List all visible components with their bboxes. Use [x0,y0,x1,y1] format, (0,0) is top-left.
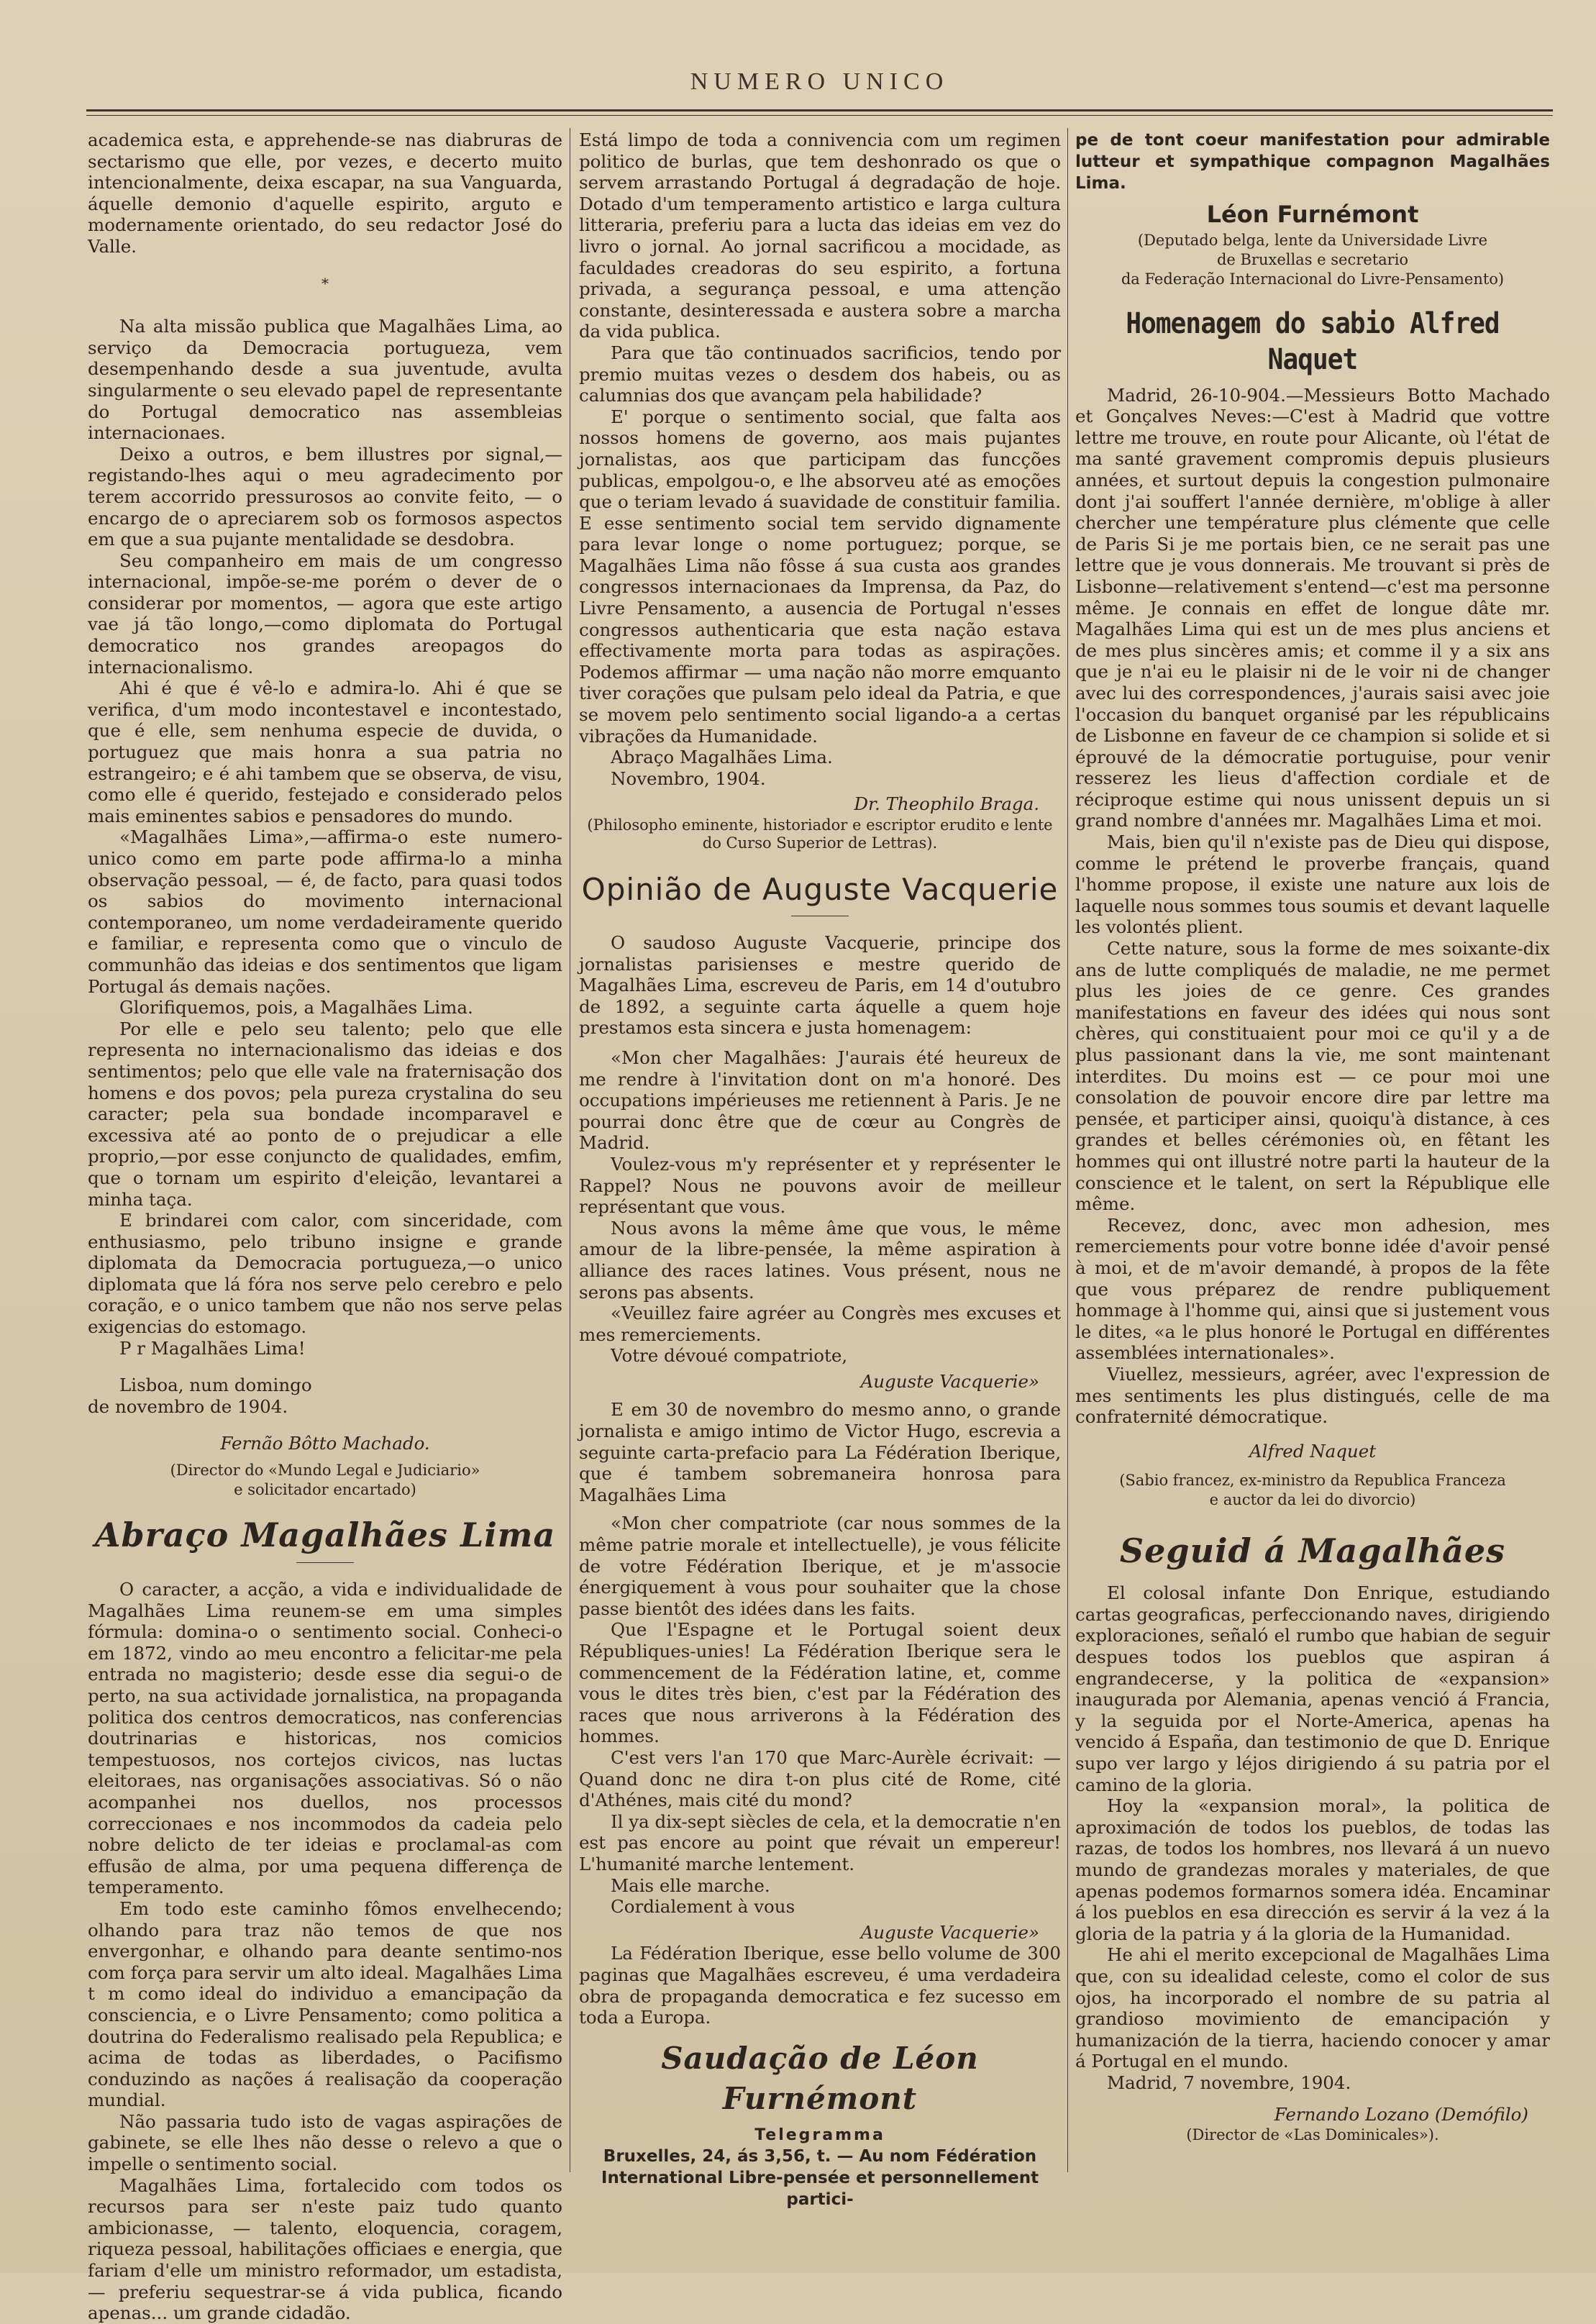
quoted-letter: «Mon cher compatriote (car nous sommes de la même patrie morale et intellectuelle), je vous félicite de votre Fédération Iberique, et je m'associe énergiquement à vous pour souhaiter que la chose passe bientôt des idées dans les faits. [579,1513,1061,1619]
author-note: (Sabio francez, ex-ministro da Republica Franceza [1119,1472,1506,1490]
article-heading: Opinião de Auguste Vacquerie [581,872,1059,907]
author-note: de Bruxellas e secretario [1216,250,1409,268]
quoted-letter: Nous avons la même âme que vous, le même amour de la libre-pensée, la même aspiration à alliance des races latines. Vous présent, nous ne serons pas absents. [579,1217,1061,1303]
article-heading: Abraço Magalhães Lima [94,1516,556,1555]
paragraph: E em 30 de novembro do mesmo anno, o grande jornalista e amigo intimo de Victor Hugo, escrevia a seguinte carta-prefacio para La Fédération Iberique, que é tambem sobremaneira honrosa para Magalhães Lima [579,1399,1061,1505]
masthead-rule [86,109,1553,111]
quoted-letter: Que l'Espagne et le Portugal soient deux Républiques-unies! La Fédération Iberique sera le commencement de la Fédération latine, et, comme vous le dites très bien, c'est par la Fédération des races que nous arriverons à la Fédération des hommes. [579,1619,1061,1747]
paragraph: He ahi el merito excepcional de Magalhães Lima que, con su idealidad celeste, como el color de sus ojos, ha incorporado el nombre de su patria al grandioso movimiento de emancipación y humanización de la tierra, haciendo conocer y amar á Portugal en el mundo. [1075,1944,1550,2072]
paragraph: Em todo este caminho fômos envelhecendo; olhando para traz não temos de que nos envergonhar, e olhando para deante sentimo-nos com força para servir um alto ideal. Magalhães Lima t m como ideal do individuo a emancipação da consciencia, e o Livre Pensamento; como politica a doutrina do Federalismo realisado pela Republica; e acima de todas as liberdades, o Pacifismo conduzindo as nações á realisação da cooperação mundial. [88,1897,562,2111]
column-2 [579,129,1061,2210]
signature: Dr. Theophilo Braga. [854,793,1039,815]
author-note: da Federação Internacional do Livre-Pensamento) [1121,270,1505,288]
quoted-letter: Cordialement à vous [611,1896,795,1918]
paragraph: Magalhães Lima, fortalecido com todos os recursos para ser n'este paiz tudo quanto ambicionasse, — talento, eloquencia, coragem, riqueza pessoal, habilitações officiaes e energia, que fariam d'elle um ministro reformador, um estadista, — preferiu sequestrar-se á vida publica, ficando apenas... um grande cidadão. [88,2174,562,2324]
telegram-label: Telegramma [754,2125,885,2144]
signature: Fernando Lozano (Demófilo) [1274,2103,1528,2125]
paragraph: Deixo a outros, e bem illustres por signal,—registando-lhes aqui o meu agradecimento por terem accorrido pressurosos ao convite feito, — o encargo de o apreciarem sob os formosos aspectos em que a sua pujante mentalidade se desdobra. [88,443,562,550]
signature: Auguste Vacquerie» [860,1370,1039,1392]
dateline: de novembro de 1904. [88,1395,288,1417]
telegram-text: pe de tont coeur manifestation pour admirable lutteur et sympathique compagnon Magalhães Lima. [1075,131,1550,193]
paragraph: Mais, bien qu'il n'existe pas de Dieu qui dispose, comme le prétend le proverbe français, quand l'homme propose, il existe une nature aux lois de laquelle nous sommes tous soumis et devant laquelle les volontés plient. [1075,831,1550,938]
paragraph: La Fédération Iberique, esse bello volume de 300 paginas que Magalhães escreveu, é uma verdadeira obra de propaganda democratica e fez sucesso em toda a Europa. [579,1943,1061,2028]
author-note: (Philosopho eminente, historiador e escriptor erudito e lente do Curso Superior de Lettras). [587,816,1053,852]
paragraph: Ahi é que é vê-lo e admira-lo. Ahi é que se verifica, d'um modo incontestavel e incontestado, que é elle, sem nenhuma especie de duvida, o portuguez que mais honra a sua patria no estrangeiro; e é ahi tambem que se observa, de visu, como elle é querido, festejado e considerado pelos mais eminentes sabios e pensadores do mundo. [88,678,562,826]
column-1 [88,129,562,2324]
quoted-letter: Il ya dix-sept siècles de cela, et la democratie n'en est pas encore au point que révait un empereur! L'humanité marche lentement. [579,1810,1061,1874]
paragraph: Para que tão continuados sacrificios, tendo por premio muitas vezes o desdem dos habeis, ou as calumnias dos que avançam pela habilidade? [579,342,1061,406]
masthead-rule-thin [86,115,1553,116]
paragraph: Cette nature, sous la forme de mes soixante-dix ans de lutte compliqués de maladie, ne me permet plus les joies de ce genre. Ces grandes manifestations en faveur des idées qui nous sont chères, qui constituaient pour moi ce qu'il y a de plus passionant dans la vie, me sont maintenant interdites. Du moins est — ce pour moi une consolation de pouvoir encore dire par lettre ma pensée, et participer ainsi, quoiqu'à distance, à ces grandes et belles cérémonies où, en fêtant les hommes qui ont illustré notre parti la hauteur de la conscience et le talent, on sert la République elle même. [1075,938,1550,1215]
paragraph: Está limpo de toda a connivencia com um regimen politico de burlas, que tem deshonrado os que o servem arrastando Portugal á degradação de hoje. Dotado d'um temperamento artistico e larga cultura litteraria, preferiu para a lucta das ideias em vez do livro o jornal. Ao jornal sacrificou a mocidade, as faculdades creadoras do seu espirito, a fortuna privada, a segurança pessoal, e uma attenção constante, desinteressada e austera sobre a marcha da vida publica. [579,129,1061,342]
quoted-letter: «Veuillez faire agréer au Congrès mes excuses et mes remerciements. [579,1303,1061,1345]
quoted-letter: Votre dévoué compatriote, [611,1345,848,1367]
article-heading: Seguid á Magalhães [1119,1531,1506,1571]
signature: Auguste Vacquerie» [860,1921,1039,1943]
author-note: (Director do «Mundo Legal e Judiciario» [170,1462,480,1480]
paragraph: academica esta, e apprehende-se nas diabruras de sectarismo que elle, por vezes, e decerto muito intencionalmente, deixa escapar, na sua Vanguarda, áquelle demonio d'aquelle espirito, arguto e modernamente orientado, do seu redactor José do Valle. [88,129,562,257]
author-note: e solicitador encartado) [234,1481,416,1499]
article-heading: Homenagem do sabio Alfred Naquet [1126,306,1500,376]
paragraph: Não passaria tudo isto de vagas aspirações de gabinete, se elle lhes não desse o relevo a que o impelle o sentimento social. [88,2110,562,2175]
quoted-letter: Mais elle marche. [611,1874,770,1896]
signature: Fernão Bôtto Machado. [220,1433,430,1454]
paragraph: Glorifiquemos, pois, a Magalhães Lima. [119,997,473,1019]
paragraph: Abraço Magalhães Lima. [611,747,833,768]
quoted-letter: Voulez-vous m'y représenter et y représenter le Rappel? Nous ne pouvons avoir de meilleur représentant que vous. [579,1153,1061,1218]
paragraph: Viuellez, messieurs, agréer, avec l'expression de mes sentiments les plus distingués, celle de ma confraternité démocratique. [1075,1363,1550,1428]
paragraph: Por elle e pelo seu talento; pelo que elle representa no internacionalismo das ideias e dos sentimentos; pelo que elle vale na fraternisação dos homens e dos povos; pela pureza crystalina do seu caracter; pela sua bondade incomparavel e excessiva até ao ponto de o prejudicar a elle proprio,—por esse conjuncto de qualidades, emfim, que o tornam um espirito d'eleição, levantarei a minha taça. [88,1018,562,1210]
paragraph: Seu companheiro em mais de um congresso internacional, impõe-se-me porém o dever de o considerar por momentos, — agora que este artigo vae já tão longo,—como diplomata do Portugal democratico nos grandes areopagos do internacionalismo. [88,550,562,678]
paragraph: E' porque o sentimento social, que falta aos nossos homens de governo, aos mais pujantes jornalistas, aos que participam das funcções publicas, empolgou-o, e lhe absorveu até as emoções que o teriam levado á suavidade de constituir familia. E esse sentimento social tem servido dignamente para levar longe o nome portuguez; porque, se Magalhães Lima não fôsse á sua custa aos grandes congressos internacionaes da Imprensa, da Paz, do Livre Pensamento, a ausencia de Portugal n'esses congressos authenticaria que esta nação estava effectivamente morta para todas as aspirações. Podemos affirmar — uma nação não morre emquanto tiver corações que pulsam pelo ideal da Patria, e que se movem pelo sentimento social ligando-a a certas vibrações da Humanidade. [579,406,1061,747]
author-note: e auctor da lei do divorcio) [1209,1491,1416,1509]
author-note: (Director de «Las Dominicales»). [1186,2126,1439,2144]
section-separator-star: * [322,274,329,292]
quoted-letter: «Mon cher Magalhães: J'aurais été heureux de me rendre à l'invitation dont on m'a honoré. Des occupations impérieuses me retiennent à Paris. Je ne pourrai donc être que de cœur au Congrès de Madrid. [579,1047,1061,1154]
paragraph: Madrid, 26-10-904.—Messieurs Botto Machado et Gonçalves Neves:—C'est à Madrid que vottre lettre me trouve, en route pour Alicante, où l'état de ma santé gravement compromis depuis plusieurs années, et surtout depuis la congestion pulmonaire dont j'ai souffert l'année dernière, m'oblige à aller chercher une température plus clémente que celle de Paris Si je me portais bien, ce ne serait pas une lettre que je vous donnerais. Me trouvant si près de Lisbonne—relativement s'entend—c'est ma personne même. Je connais en effet de longue dâte mr. Magalhães Lima qui est un de mes plus anciens et de mes plus sincères amis; et comme il y a six ans que je n'ai eu le plaisir ni de le voir ni de changer avec lui des correspondences, j'aurais saisi avec joie l'occasion du banquet organisé par les républicains de Lisbonne en faveur de ce champion si solide et si éprouvé de la démocratie portuguise, pour venir resserez les lieus d'affection cordiale et de réciproque estime qui nous unissent depuis un si grand nombre d'années mr. Magalhães Lima et moi. [1075,384,1550,831]
dateline: Lisboa, num domingo [119,1375,312,1396]
dateline: Madrid, 7 novembre, 1904. [1107,2072,1351,2093]
paragraph: E brindarei com calor, com sinceridade, com enthusiasmo, pelo tribuno insigne e grande diplomata da Democracia portugueza,—o unico diplomata que lá fóra nos serve pelo cerebro e pelo coração, e o unico tambem que não nos serve pelas exigencias do estomago. [88,1210,562,1338]
telegram-text: Bruxelles, 24, ás 3,56, t. — Au nom Fédération International Libre-pensée et personnellement partici- [601,2147,1039,2210]
paragraph: Na alta missão publica que Magalhães Lima, ao serviço da Democracia portugueza, vem desempenhando desde a sua juventude, avulta singularmente o seu elevado papel de representante do Portugal democratico nas assembleias internacionaes. [88,316,562,444]
quoted-letter: C'est vers l'an 170 que Marc-Aurèle écrivait: — Quand donc ne dira t-on plus cité de Rome, cité d'Athénes, mais cité du mond? [579,1746,1061,1811]
article-heading: Saudação de Léon Furnémont [661,2040,979,2116]
sender-name: Léon Furnémont [1206,201,1419,228]
paragraph: O caracter, a acção, a vida e individualidade de Magalhães Lima reunem-se em uma simples fórmula: domina-o o sentimento social. Conheci-o em 1872, vindo ao meu encontro a felicitar-me pela entrada no magisterio; desde esse dia segui-o de perto, na sua actividade jornalistica, na propaganda politica dos centros democraticos, nas conferencias doutrinarias e historicas, nos comicios tempestuosos, nos cortejos civicos, nas luctas eleitoraes, nas organisações associativas. Só o não acompanhei nos duellos, nos processos correccionaes e nos incommodos da cadeia pelo nobre delicto de ter ideias e proclamal-as com effusão de alma, por uma pequena differença de temperamento. [88,1579,562,1898]
column-divider [1067,128,1068,2172]
paragraph: Hoy la «expansion moral», la politica de aproximación de todos los pueblos, de todas las razas, de todos los hombres, nos llevará á un nuevo mundo de grandezas morales y materiales, de que apenas podemos formarnos somera idéa. Encaminar á los pueblos en esa dirección es servir á la vez á la gloria de la patria y á la gloria de la Humanidad. [1075,1795,1550,1944]
paragraph: El colosal infante Don Enrique, estudiando cartas geograficas, perfeccionando naves, dirigiendo exploraciones, señaló el rumbo que habian de seguir despues todos los pueblos que aspiran á engrandecerse, y la politica de «expansion» inaugurada por Alemania, apenas venció á Francia, y la seguida por el Norte-America, apenas ha vencido á España, dan testimonio de que D. Enrique supo ver largo y léjos dirigiendo á su patria por el camino de la gloria. [1075,1582,1550,1795]
paragraph: Novembro, 1904. [611,767,766,789]
column-3 [1075,129,1550,2144]
paragraph: O saudoso Auguste Vacquerie, principe dos jornalistas parisienses e mestre querido de Magalhães Lima, escreveu de Paris, em 14 d'outubro de 1892, a seguinte carta áquelle a quem hoje prestamos esta sincera e justa homenagem: [579,932,1061,1039]
paragraph: «Magalhães Lima»,—affirma-o este numero-unico como em parte pode affirma-lo a minha observação pessoal, — é, de facto, para quasi todos os sabios do movimento internacional contemporaneo, um nome verdadeiramente querido e familiar, e representa como que o vinculo de communhão das ideias e dos sentimentos que ligam Portugal ás demais nações. [88,826,562,997]
heading-rule [296,1562,354,1563]
signature: Alfred Naquet [1249,1440,1377,1462]
masthead-title: NUMERO UNICO [690,68,949,95]
author-note: (Deputado belga, lente da Universidade Livre [1137,231,1488,249]
paragraph: P r Magalhães Lima! [119,1337,306,1359]
paragraph: Recevez, donc, avec mon adhesion, mes remerciements pour votre bonne idée d'avoir pensé à moi, et de m'avoir demandé, à propos de la fête que vous préparez de rendre publiquement hommage à l'homme qui, ainsi que si justement vous le dites, «a le plus honoré le Portugal en différentes assemblées internationales». [1075,1214,1550,1364]
